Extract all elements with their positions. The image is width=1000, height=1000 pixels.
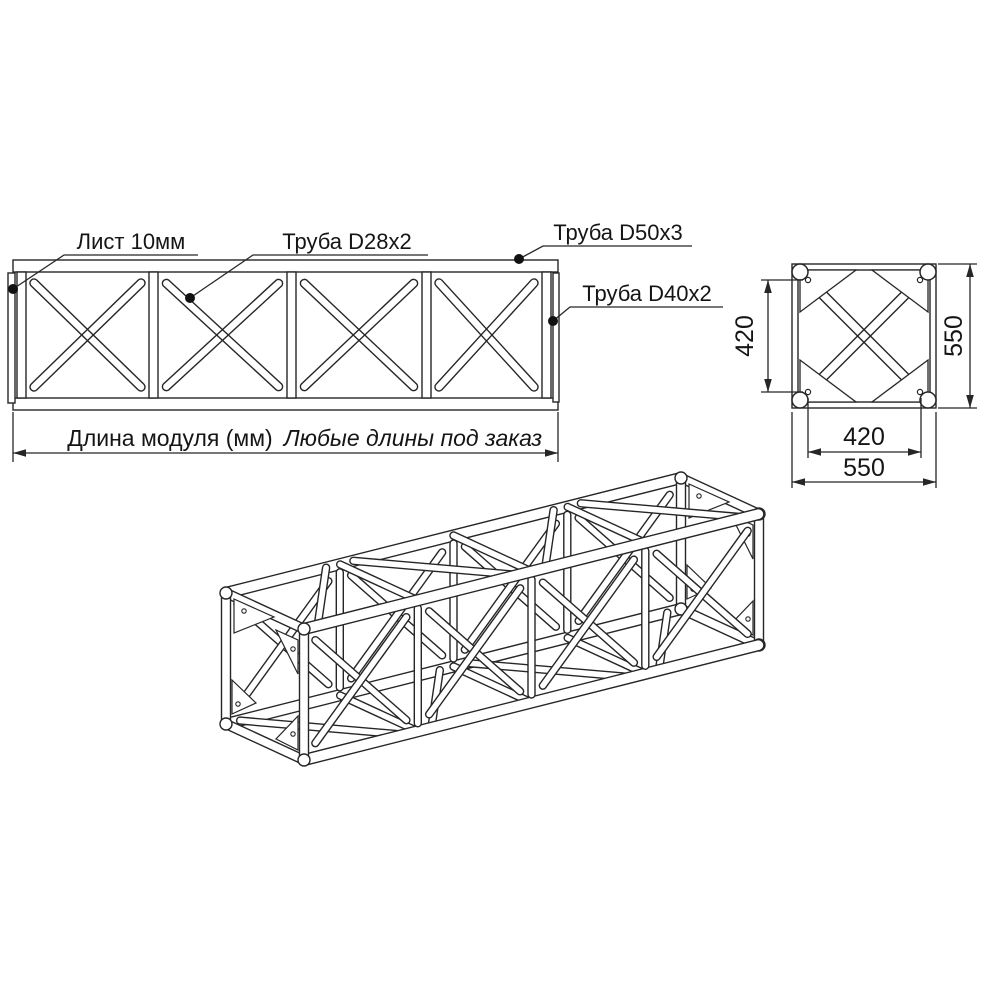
chord-tube-section	[792, 264, 808, 280]
cross-section-view	[731, 264, 977, 488]
cross-section-dimensions	[731, 264, 977, 488]
callout-label-pipe-d50: Труба D50x3	[553, 220, 683, 245]
length-dimension-label: Длина модуля (мм)	[67, 425, 273, 451]
post-tube	[336, 569, 343, 691]
right-end-plate	[553, 273, 559, 402]
x-brace-tube	[162, 279, 282, 390]
end-frame-tube	[755, 510, 764, 650]
tube-end-cap	[298, 754, 310, 766]
callout-dot-pipe-d40	[548, 316, 558, 326]
tube-end-cap	[220, 587, 232, 599]
side-view-length-dimension	[13, 412, 558, 462]
top-chord-tube	[13, 260, 558, 272]
dim-outer-height-label: 550	[940, 315, 968, 357]
chord-tube-section	[792, 392, 808, 408]
end-frame-tube	[222, 589, 231, 729]
tube-end-cap	[675, 472, 687, 484]
callout-dot-pipe-d50	[514, 254, 524, 264]
x-brace-tube	[435, 279, 538, 391]
chord-tube-section	[920, 392, 936, 408]
post-tube	[422, 272, 431, 398]
callout-label-sheet: Лист 10мм	[76, 229, 186, 254]
end-frame-tube	[300, 625, 309, 765]
dim-inner-height-label: 420	[731, 315, 759, 357]
post-tube	[642, 547, 649, 669]
dim-outer-width-label: 550	[843, 454, 885, 482]
diagonal-brace-tube	[807, 279, 920, 392]
side-view-structure	[8, 260, 559, 410]
post-tube	[542, 272, 551, 398]
end-frame-tube	[677, 474, 686, 614]
isometric-structure	[220, 472, 765, 766]
post-tube	[564, 511, 571, 633]
bottom-chord-tube	[13, 398, 558, 410]
callout-dot-sheet	[8, 284, 18, 294]
x-brace-tube	[162, 279, 282, 390]
isometric-view	[220, 472, 765, 766]
post-tube	[287, 272, 296, 398]
post-tube	[414, 605, 421, 727]
leader-line-pipe-d40	[553, 307, 723, 321]
callout-label-pipe-d28: Труба D28x2	[282, 229, 412, 254]
tube-end-cap	[298, 623, 310, 635]
chord-tube-section	[920, 264, 936, 280]
length-custom-note: Любые длины под заказ	[283, 425, 543, 451]
side-view	[8, 220, 723, 462]
x-brace-tube	[30, 279, 145, 391]
x-brace-tube	[30, 279, 145, 391]
x-brace-tube	[300, 279, 417, 390]
x-brace-tube	[300, 279, 417, 390]
post-tube	[149, 272, 158, 398]
dim-inner-width-label: 420	[843, 423, 885, 451]
post-tube	[17, 272, 26, 398]
x-brace-tube	[435, 279, 538, 391]
callout-dot-pipe-d28	[185, 293, 195, 303]
leader-line-pipe-d50	[519, 246, 692, 259]
post-tube	[528, 576, 535, 698]
cross-section-structure	[792, 264, 936, 408]
post-tube	[450, 540, 457, 662]
diagonal-brace-tube	[807, 279, 920, 392]
callout-label-pipe-d40: Труба D40x2	[582, 281, 712, 306]
side-view-callouts	[8, 220, 723, 326]
tube-end-cap	[220, 718, 232, 730]
